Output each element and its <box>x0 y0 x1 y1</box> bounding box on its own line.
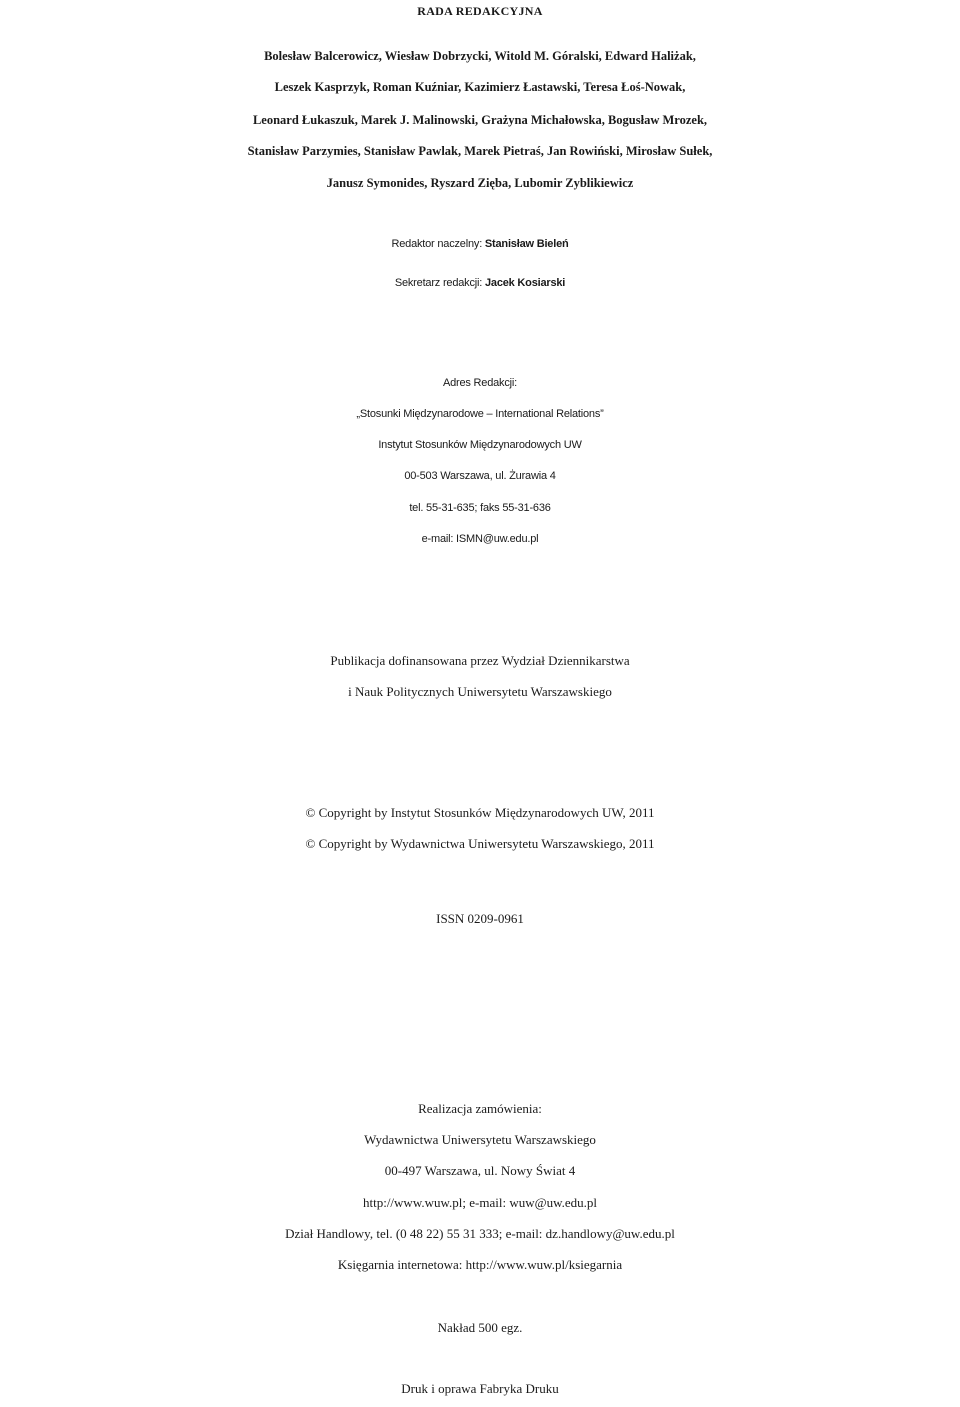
copyright-line-2: © Copyright by Wydawnictwa Uniwersytetu Warszawskiego, 2011 <box>305 836 655 851</box>
address-label: Adres Redakcji: <box>442 377 518 389</box>
board-members-line-2: Leszek Kasprzyk, Roman Kuźniar, Kazimierz Łastawski, Teresa Łoś-Nowak, <box>274 80 686 94</box>
printer: Druk i oprawa Fabryka Druku <box>401 1381 559 1396</box>
address-journal: „Stosunki Międzynarodowe – International Relations” <box>356 408 604 420</box>
editorial-secretary-label: Sekretarz redakcji: <box>394 277 485 289</box>
editor-in-chief <box>0 229 960 259</box>
editorial-secretary <box>0 268 960 298</box>
address-phone: tel. 55-31-635; faks 55-31-636 <box>409 502 551 514</box>
funding-line-1: Publikacja dofinansowana przez Wydział Dziennikarstwa <box>330 653 630 668</box>
address-institute: Instytut Stosunków Międzynarodowych UW <box>378 439 582 451</box>
board-members-line-4: Stanisław Parzymies, Stanisław Pawlak, Marek Pietraś, Jan Rowiński, Mirosław Sułek, <box>247 144 713 158</box>
publisher-shop: Księgarnia internetowa: http://www.wuw.pl/ksiegarnia <box>337 1257 623 1272</box>
copyright-line-1: © Copyright by Instytut Stosunków Międzynarodowych UW, 2011 <box>305 805 655 820</box>
board-members-line-1: Bolesław Balcerowicz, Wiesław Dobrzycki, Witold M. Góralski, Edward Haliżak, <box>264 49 696 63</box>
editor-in-chief-name: Stanisław Bieleń <box>484 238 569 250</box>
publisher-sales: Dział Handlowy, tel. (0 48 22) 55 31 333; e-mail: dz.handlowy@uw.edu.pl <box>285 1226 675 1241</box>
issn: ISSN 0209-0961 <box>436 911 524 926</box>
publisher-label: Realizacja zamówienia: <box>418 1101 542 1116</box>
editor-in-chief-label: Redaktor naczelny: <box>391 238 485 250</box>
editorial-secretary-name: Jacek Kosiarski <box>484 277 566 289</box>
address-email: e-mail: ISMN@uw.edu.pl <box>421 533 539 545</box>
address-street: 00-503 Warszawa, ul. Żurawia 4 <box>404 470 556 482</box>
publisher-name: Wydawnictwa Uniwersytetu Warszawskiego <box>364 1132 596 1147</box>
funding-line-2: i Nauk Politycznych Uniwersytetu Warszawskiego <box>348 684 612 699</box>
board-members-line-3: Leonard Łukaszuk, Marek J. Malinowski, Grażyna Michałowska, Bogusław Mrozek, <box>252 113 708 127</box>
publisher-street: 00-497 Warszawa, ul. Nowy Świat 4 <box>384 1163 576 1178</box>
publisher-web: http://www.wuw.pl; e-mail: wuw@uw.edu.pl <box>362 1195 598 1210</box>
editorial-board-heading: RADA REDAKCYJNA <box>417 4 543 18</box>
board-members-line-5: Janusz Symonides, Ryszard Zięba, Lubomir Zyblikiewicz <box>326 176 634 190</box>
print-run: Nakład 500 egz. <box>437 1320 523 1335</box>
